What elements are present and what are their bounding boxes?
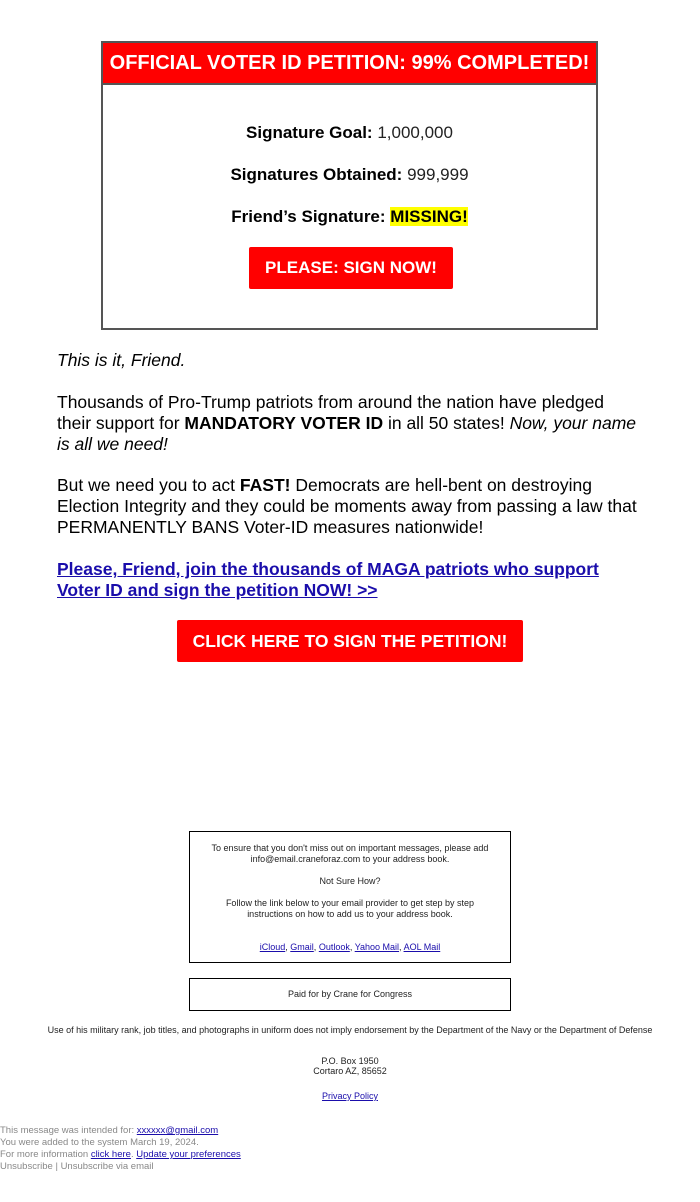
provider-link-outlook[interactable]: Outlook [318, 942, 350, 952]
friend-signature-label: Friend’s Signature: [231, 207, 386, 226]
provider-link-icloud[interactable]: iCloud [259, 942, 286, 952]
sign-petition-button[interactable]: CLICK HERE TO SIGN THE PETITION! [177, 620, 523, 662]
follow-instructions: Follow the link below to your email provider to get step by step instructions on how to add us to your address book. [225, 898, 475, 919]
sign-now-button[interactable]: PLEASE: SIGN NOW! [249, 247, 453, 289]
signatures-obtained [103, 165, 596, 185]
friend-signature [103, 207, 596, 227]
p2-text-b: Democrats are hell-bent on destroying Election Integrity and they could be moments away from passing a law that PERMANENTLY BANS Voter-ID measures nationwide! [57, 475, 637, 537]
unsubscribe-email-link[interactable]: Unsubscribe via email [60, 1161, 154, 1172]
p2-text-a: But we need you to act [57, 475, 240, 495]
join-petition-link[interactable]: Please, Friend, join the thousands of MAGA patriots who support Voter ID and sign the petition NOW! >> [57, 559, 599, 600]
provider-link-aol[interactable]: AOL Mail [403, 942, 441, 952]
signature-goal [103, 123, 596, 143]
paragraph-support [57, 392, 642, 455]
intended-for [0, 1125, 241, 1137]
paragraph-urgency [57, 475, 642, 538]
provider-links: iCloud, Gmail, Outlook, Yahoo Mail, AOL Mail [259, 942, 441, 952]
p2-bold: FAST! [239, 475, 291, 495]
address-book-text: To ensure that you don't miss out on important messages, please add info@email.craneforaz.com to your address book. [211, 843, 489, 864]
privacy-policy-link[interactable]: Privacy Policy [321, 1091, 378, 1101]
city-zip: Cortaro AZ, 85652 [313, 1066, 387, 1076]
recipient-email-link[interactable]: xxxxxx@gmail.com [136, 1125, 219, 1136]
p1-italic: Now, your name is all we need! [57, 413, 637, 454]
provider-link-yahoo[interactable]: Yahoo Mail [354, 942, 400, 952]
greeting: This is it, Friend. [57, 350, 186, 370]
missing-badge: MISSING! [390, 207, 468, 226]
paid-for-box: Paid for by Crane for Congress [189, 978, 511, 1011]
p1-bold: MANDATORY VOTER ID [184, 413, 384, 433]
p1-text-b: in all 50 states! [383, 413, 510, 433]
petition-header: OFFICIAL VOTER ID PETITION: 99% COMPLETED! [103, 43, 596, 85]
unsubscribe-link[interactable]: Unsubscribe [0, 1161, 53, 1172]
click-here-link[interactable]: click here [90, 1149, 131, 1160]
unsubscribe-row: Unsubscribe | Unsubscribe via email [0, 1161, 154, 1172]
more-info: For more information click here. Update your preferences [0, 1149, 241, 1160]
added-date: You were added to the system March 19, 2024. [0, 1137, 199, 1148]
signatures-obtained-label: Signatures Obtained: [230, 165, 403, 184]
more-info-label: For more information [0, 1149, 91, 1160]
signatures-obtained-value: 999,999 [407, 165, 469, 184]
mailing-address [250, 1056, 450, 1076]
update-preferences-link[interactable]: Update your preferences [136, 1149, 241, 1160]
military-disclaimer: Use of his military rank, job titles, and photographs in uniform does not imply endorsement by the Department of the Navy or the Department of Defense [47, 1025, 653, 1035]
not-sure-how: Not Sure How? [319, 876, 381, 886]
po-box: P.O. Box 1950 [321, 1056, 379, 1066]
signature-goal-label: Signature Goal: [246, 123, 373, 142]
p1-text-a: Thousands of Pro-Trump patriots from around the nation have pledged their support for [57, 392, 605, 433]
signature-goal-value: 1,000,000 [377, 123, 453, 142]
provider-link-gmail[interactable]: Gmail [290, 942, 314, 952]
intended-label: This message was intended for: [0, 1125, 137, 1136]
email-notes [0, 1125, 241, 1173]
address-book-box [189, 831, 511, 963]
petition-box [101, 41, 598, 330]
